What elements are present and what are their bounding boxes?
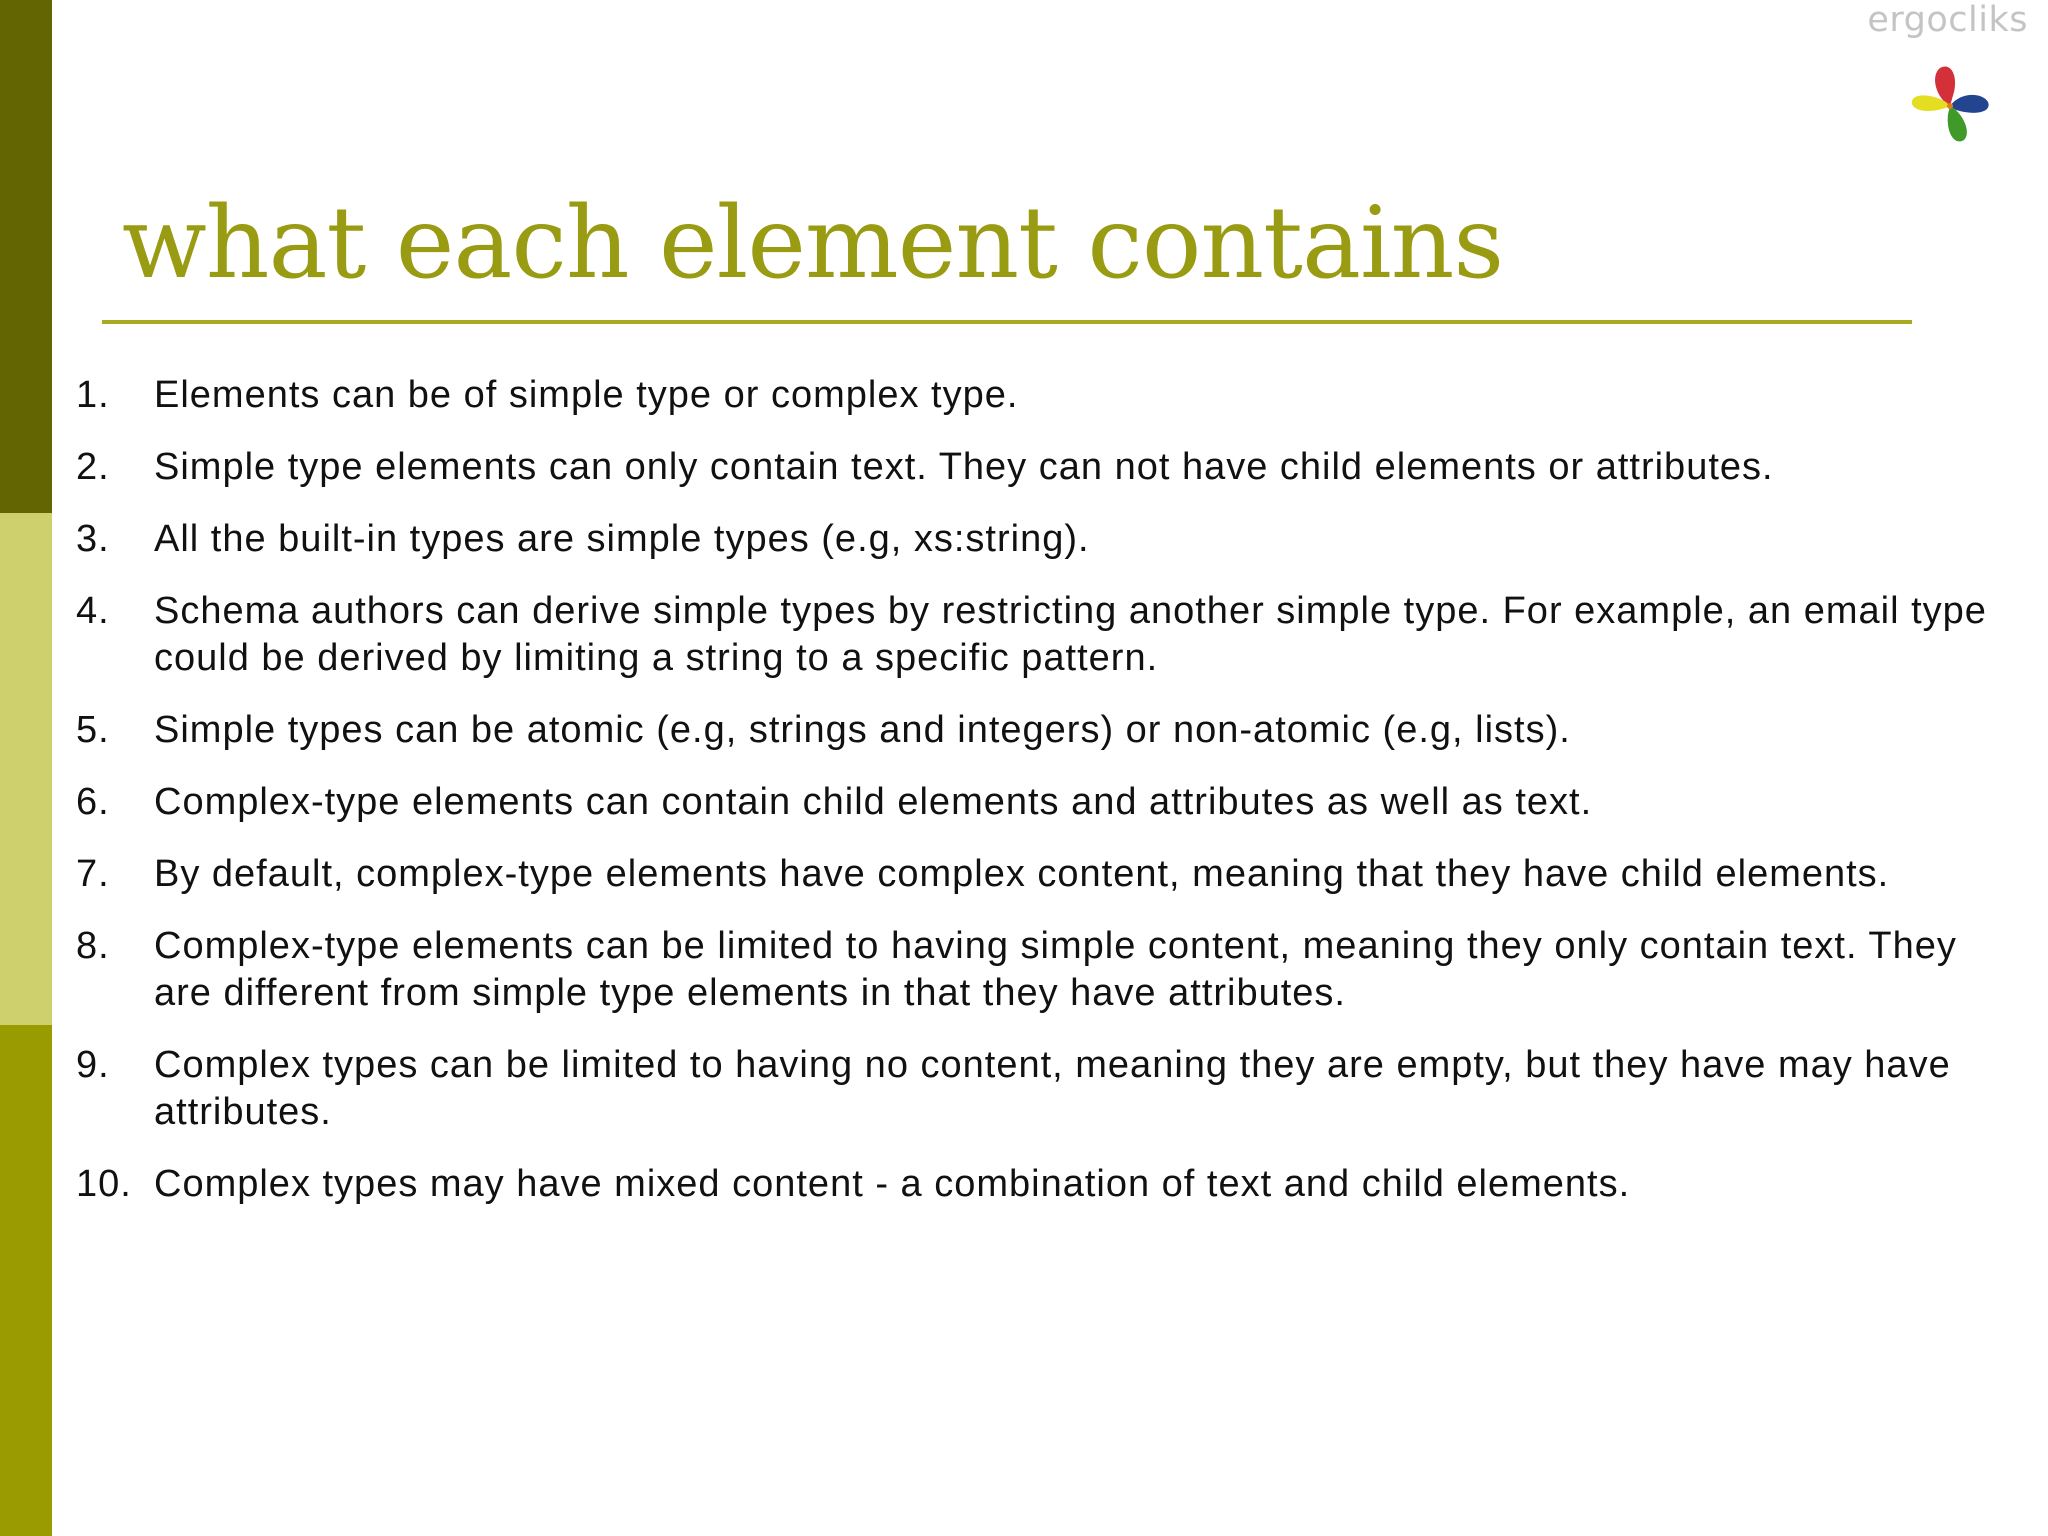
item-number: 3. [76, 518, 110, 560]
item-text: Complex types may have mixed content - a combination of text and child elements. [154, 1163, 1631, 1205]
item-number: 6. [76, 781, 110, 823]
item-number: 4. [76, 590, 110, 632]
brand-corner [1853, 0, 2048, 170]
side-bar-dark [0, 0, 52, 513]
list-item [76, 1161, 2016, 1208]
side-bar-olive [0, 1025, 52, 1536]
item-text: Elements can be of simple type or complex type. [154, 374, 1019, 416]
list-item [76, 923, 2016, 1017]
list-item [76, 851, 2016, 898]
pinwheel-logo-icon [1898, 60, 2008, 160]
side-bar-light [0, 513, 52, 1025]
item-text: Complex-type elements can be limited to having simple content, meaning they only contain text. They are different from simple type elements in that they have attributes. [154, 925, 1957, 1014]
item-text: By default, complex-type elements have complex content, meaning that they have child elements. [154, 853, 1890, 895]
item-text: Complex types can be limited to having no content, meaning they are empty, but they have may have attributes. [154, 1044, 1951, 1133]
item-number: 9. [76, 1044, 110, 1086]
item-number: 1. [76, 374, 110, 416]
item-text: Simple type elements can only contain text. They can not have child elements or attributes. [154, 446, 1774, 488]
title-underline [102, 320, 1912, 324]
list-item [76, 444, 2016, 491]
list-item [76, 707, 2016, 754]
list-item [76, 516, 2016, 563]
item-text: Schema authors can derive simple types by restricting another simple type. For example, an email type could be derived by limiting a string to a specific pattern. [154, 590, 1987, 679]
item-number: 2. [76, 446, 110, 488]
item-text: Simple types can be atomic (e.g, strings and integers) or non-atomic (e.g, lists). [154, 709, 1571, 751]
list-item [76, 1042, 2016, 1136]
item-text: All the built-in types are simple types (e.g, xs:string). [154, 518, 1090, 560]
list-item [76, 779, 2016, 826]
item-text: Complex-type elements can contain child elements and attributes as well as text. [154, 781, 1593, 823]
item-number: 10. [76, 1163, 132, 1205]
slide-title: what each element contains [122, 186, 1504, 301]
item-number: 5. [76, 709, 110, 751]
item-number: 8. [76, 925, 110, 967]
points-list [76, 372, 2016, 1233]
list-item [76, 372, 2016, 419]
list-item [76, 588, 2016, 682]
brand-name: ergocliks [1867, 0, 2028, 40]
item-number: 7. [76, 853, 110, 895]
